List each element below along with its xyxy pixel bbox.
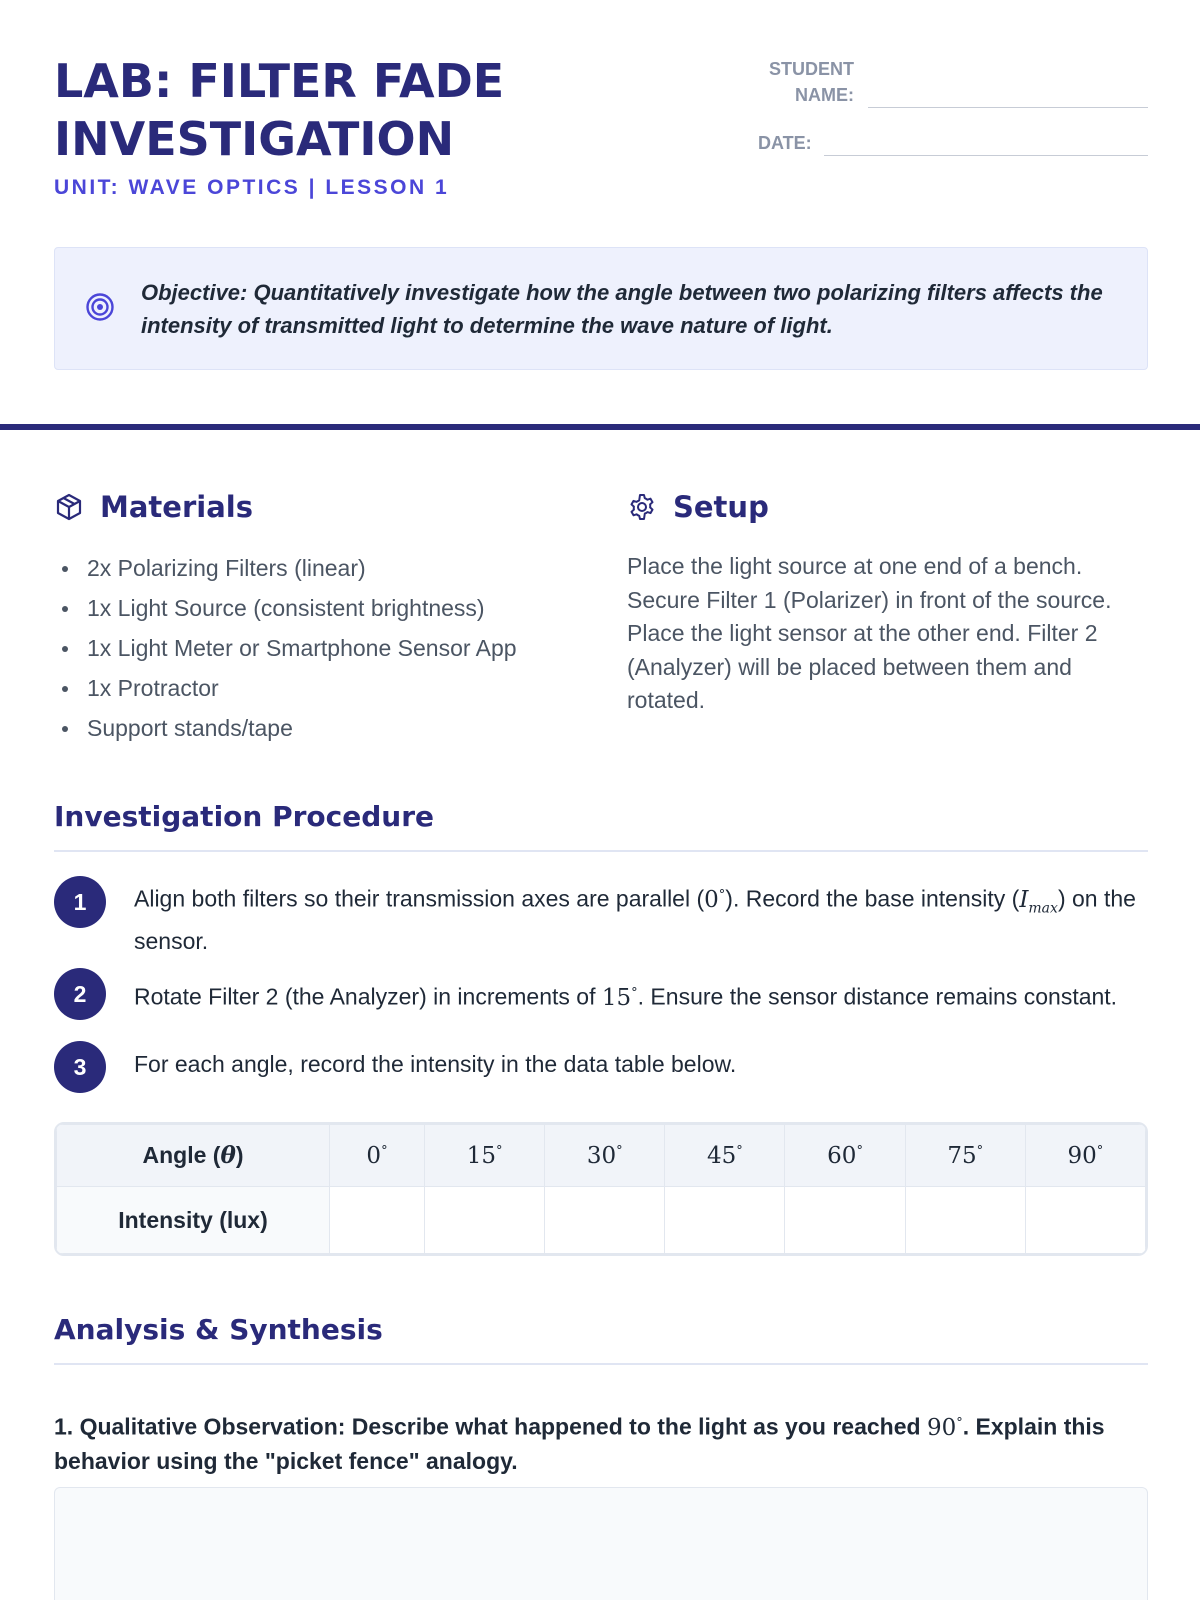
- math-angle: [602, 985, 638, 1011]
- angle-value: 30: [586, 1142, 617, 1169]
- degree-symbol: °: [1096, 1142, 1104, 1158]
- intensity-input-cell[interactable]: [785, 1187, 905, 1254]
- setup-text: Place the light source at one end of a bench. Secure Filter 1 (Polarizer) in front of the source. Place the light sensor at the other end. Filter 2 (Analyzer) will be placed between them and rotated.: [627, 553, 1112, 713]
- table-row: [57, 1187, 1146, 1254]
- student-name-row: [758, 56, 1148, 108]
- angle-header-cell: [330, 1125, 425, 1187]
- question-text-part: 1. Qualitative Observation: Describe what happened to the light as you reached: [54, 1413, 927, 1440]
- materials-title: Materials: [100, 490, 253, 524]
- degree-symbol: °: [616, 1142, 623, 1158]
- target-icon: [85, 292, 115, 322]
- step-number: 1: [54, 876, 106, 928]
- step-text: [134, 976, 1148, 1015]
- header-divider: [0, 424, 1200, 430]
- procedure-rule: [54, 850, 1148, 852]
- degree-symbol: °: [495, 1142, 503, 1158]
- degree-symbol: °: [976, 1142, 984, 1158]
- angle-header-cell: [785, 1125, 905, 1187]
- list-item: 1x Light Source (consistent brightness): [54, 588, 594, 628]
- objective-box: [54, 247, 1148, 370]
- step-text-part: ). Record the base intensity (: [725, 885, 1020, 912]
- angle-value: 90: [926, 1414, 957, 1441]
- answer-box[interactable]: [54, 1487, 1148, 1600]
- box-icon: [54, 492, 84, 522]
- date-label: DATE:: [758, 133, 812, 153]
- angle-header-cell: [425, 1125, 545, 1187]
- variable-symbol: I: [1019, 886, 1029, 913]
- variable-subscript: max: [1028, 900, 1058, 917]
- table-header-row: [57, 1125, 1146, 1187]
- analysis-question-1: [54, 1406, 1148, 1478]
- math-angle: [704, 887, 725, 913]
- step-text-part: ) on the sensor.: [134, 885, 1136, 955]
- theta-symbol: θ: [220, 1142, 236, 1169]
- date-row: [758, 126, 1148, 156]
- page-subtitle: UNIT: WAVE OPTICS | LESSON 1: [54, 176, 450, 199]
- intensity-input-cell[interactable]: [545, 1187, 665, 1254]
- setup-title: Setup: [673, 490, 769, 524]
- step-text-part: Rotate Filter 2 (the Analyzer) in increments of: [134, 983, 602, 1010]
- setup-section: [627, 488, 1147, 718]
- angle-value: 60: [827, 1142, 857, 1169]
- materials-section: [54, 488, 594, 748]
- student-name-label-line-2: NAME:: [795, 85, 854, 105]
- list-item: Support stands/tape: [54, 708, 594, 748]
- math-angle: [927, 1415, 963, 1441]
- page-title-line-1: LAB: FILTER FADE: [54, 54, 505, 108]
- angle-row-label: [57, 1125, 330, 1187]
- analysis-title: Analysis & Synthesis: [54, 1313, 383, 1346]
- angle-value: 75: [947, 1142, 977, 1169]
- angle-header-cell: [905, 1125, 1025, 1187]
- angle-label-text: Angle (: [142, 1142, 221, 1168]
- intensity-input-cell[interactable]: [905, 1187, 1025, 1254]
- analysis-rule: [54, 1363, 1148, 1365]
- procedure-title: Investigation Procedure: [54, 800, 435, 833]
- degree-symbol: °: [718, 887, 726, 902]
- intensity-input-cell[interactable]: [1025, 1187, 1145, 1254]
- angle-value: 90: [1067, 1142, 1097, 1169]
- angle-value: 15: [466, 1142, 496, 1169]
- angle-value: 45: [707, 1142, 737, 1169]
- student-name-label-line-1: STUDENT: [769, 59, 854, 79]
- objective-text: Objective: Quantitatively investigate how the angle between two polarizing filters affects the intensity of transmitted light to determine the wave nature of light.: [141, 280, 1103, 338]
- date-field[interactable]: [824, 126, 1148, 156]
- list-item: 1x Light Meter or Smartphone Sensor App: [54, 628, 594, 668]
- angle-label-end: ): [235, 1142, 244, 1168]
- angle-header-cell: [665, 1125, 785, 1187]
- student-name-field[interactable]: [868, 78, 1148, 108]
- step-text: [134, 878, 1148, 958]
- materials-heading: [54, 488, 594, 526]
- intensity-row-label: Intensity (lux): [57, 1187, 330, 1254]
- degree-symbol: °: [631, 985, 638, 1000]
- student-name-label: [758, 56, 854, 108]
- degree-symbol: °: [736, 1142, 743, 1158]
- step-text: For each angle, record the intensity in the data table below.: [134, 1051, 737, 1077]
- math-variable: [1019, 886, 1058, 917]
- list-item: 1x Protractor: [54, 668, 594, 708]
- setup-heading: [627, 488, 1147, 526]
- step-text-part: . Ensure the sensor distance remains constant.: [637, 983, 1118, 1010]
- page-header: [54, 52, 1148, 212]
- angle-value: 0: [704, 886, 719, 913]
- step-number: 2: [54, 968, 106, 1020]
- degree-symbol: °: [381, 1142, 388, 1158]
- angle-header-cell: [545, 1125, 665, 1187]
- gear-icon: [627, 492, 657, 522]
- angle-value: 15: [601, 984, 632, 1011]
- student-fields: [758, 56, 1148, 174]
- degree-symbol: °: [956, 1415, 963, 1430]
- list-item: 2x Polarizing Filters (linear): [54, 548, 594, 588]
- data-table: [54, 1122, 1148, 1256]
- intensity-input-cell[interactable]: [425, 1187, 545, 1254]
- angle-header-cell: [1025, 1125, 1145, 1187]
- intensity-input-cell[interactable]: [665, 1187, 785, 1254]
- materials-list: [54, 548, 594, 748]
- step-number: 3: [54, 1041, 106, 1093]
- degree-symbol: °: [856, 1142, 863, 1158]
- page-title: [54, 52, 674, 168]
- question-text-part: . Explain this behavior using the "picket fence" analogy.: [54, 1413, 1105, 1474]
- page-title-line-2: INVESTIGATION: [54, 112, 455, 166]
- step-text-part: Align both filters so their transmission axes are parallel (: [134, 885, 705, 912]
- angle-value: 0: [366, 1142, 382, 1169]
- intensity-input-cell[interactable]: [330, 1187, 425, 1254]
